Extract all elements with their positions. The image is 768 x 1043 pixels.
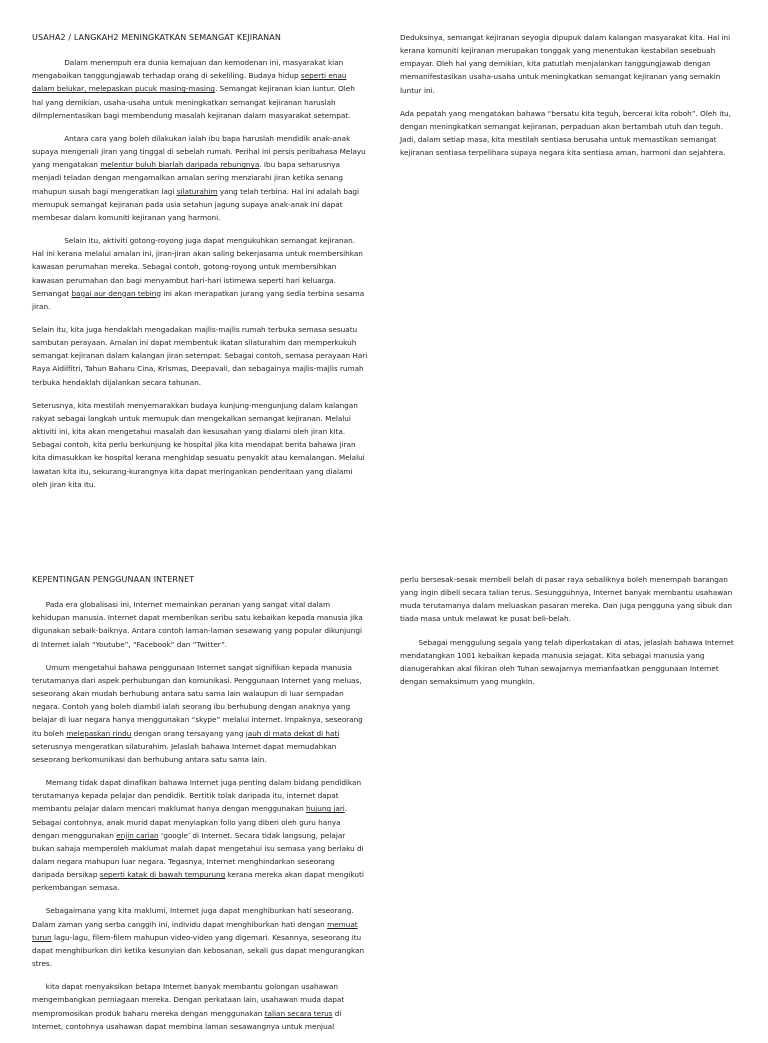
underlined-phrase: hujung jari xyxy=(306,804,345,814)
section1-right-column xyxy=(400,31,736,169)
text-run: yang telah terbina. Hal ini adalah bagi memupuk semangat kejiranan pada usia setahun jagung supaya anak-anak ini dapat membesar dalam komuniti kejiranan yang harmoni. xyxy=(32,186,360,222)
paragraph xyxy=(32,56,368,122)
text-run: ini akan merapatkan jurang yang sedia terbina sesama jiran. xyxy=(32,288,365,311)
section2-title: KEPENTINGAN PENGGUNAAN INTERNET xyxy=(32,575,195,584)
text-run: perlu bersesak-sesak membeli belah di pasar raya sebaliknya boleh menempah barangan yang ingin dibeli secara talian terus. Sesungguhnya, Internet banyak membantu usahawan muda terutamanya dalam meluaskan pasaran mereka. Dan juga pengguna yang sibuk dan tiada masa untuk melawat ke pusat beli-belah. xyxy=(400,575,733,624)
paragraph xyxy=(400,107,736,160)
text-run: . Ibu bapa seharusnya menjadi teladan dengan mengamalkan amalan sering menziarahi jiran ketika senang mahupun susah bagi mengeratkan lagi xyxy=(32,160,343,196)
text-run: Pada era globalisasi ini, Internet memainkan peranan yang sangat vital dalam kehidupan manusia. Internet dapat memberikan seribu satu kebaikan kepada manusia jika digunakan sebaik-baiknya. Antara contoh laman-laman sesawang yang popular dikunjungi di Internet ialah “Youtube”, “Facebook” dan “Twitter”. xyxy=(32,600,363,649)
text-run: seterusnya mengeratkan silaturahim. Jelaslah bahawa Internet dapat memudahkan seseorang berkomunikasi dan berhubung antara satu sama lain. xyxy=(32,741,337,764)
text-run: Sebagaimana yang kita maklumi, Internet juga dapat menghiburkan hati seseorang. Dalam zaman yang serba canggih ini, individu dapat menghiburkan hati dengan xyxy=(32,906,354,929)
paragraph xyxy=(32,323,368,389)
underlined-phrase: melentur buluh biarlah daripada rebungnya xyxy=(100,160,260,170)
text-run: Sebagai menggulung segala yang telah diperkatakan di atas, jelaslah bahawa Internet mendatangkan 1001 kebaikan kepada manusia sejagat. Kita sebagai manusia yang dianugerahkan akal fikiran oleh Tuhan sewajarnya memanfaatkan penggunaan Internet dengan semaksimum yang mungkin. xyxy=(400,637,734,687)
text-run: Selain itu, aktiviti gotong-royong juga dapat mengukuhkan semangat kejiranan. Hal ini kerana melalui amalan ini, jiran-jiran akan saling bekerjasama untuk membersihkan kawasan perumahan mereka. Sebagai contoh, gotong-royong untuk membersihkan kawasan perumahan dan bagi menyambut hari-hari istimewa seperti hari keluarga. Semangat xyxy=(32,236,363,298)
text-run: Dalam menempuh era dunia kemajuan dan kemodenan ini, masyarakat kian mengabaikan tanggungjawab terhadap orang di sekeliling. Budaya hidup xyxy=(32,58,344,81)
text-run: kita dapat menyaksikan betapa Internet banyak membantu golongan usahawan mengembangkan perniagaan mereka. Dengan perkataan lain, usahawan muda dapat mempromosikan produk baharu mereka dengan menggunakan xyxy=(32,982,345,1018)
text-run: Memang tidak dapat dinafikan bahawa Internet juga penting dalam bidang pendidikan terutamanya kepada pelajar dan pendidik. Bertitik tolak daripada itu, internet dapat membantu pelajar dalam mencari maklumat hanya dengan menggunakan xyxy=(32,778,362,814)
text-run: . Sebagai contohnya, anak murid dapat menyiapkan folio yang diberi oleh guru hanya dengan menggunakan xyxy=(32,804,348,840)
section1-left-column xyxy=(32,31,368,501)
underlined-phrase: seperti enau dalam belukar, melepaskan pucuk masing-masing xyxy=(32,71,347,94)
paragraph xyxy=(32,661,368,766)
section2-right-column xyxy=(400,573,736,698)
text-run: Umum mengetahui bahawa penggunaan Internet sangat signifikan kepada manusia terutamanya dari aspek perhubungan dan komunikasi. Penggunaan Internet yang meluas, seseorang akan mudah berhubung antara satu sama lain walaupun di luar sempadan negara. Contoh yang boleh diambil ialah seorang ibu berhubung dengan anaknya yang belajar di luar negara hanya menggunakan “skype” melalui internet. Impaknya, seseorang itu boleh xyxy=(32,662,363,738)
paragraph xyxy=(32,234,368,313)
paragraph xyxy=(400,636,736,689)
paragraph xyxy=(32,132,368,224)
paragraph xyxy=(32,776,368,894)
underlined-phrase: bagai aur dengan tebing xyxy=(71,288,162,298)
underlined-phrase: enjin carian xyxy=(116,830,159,840)
underlined-phrase: talian secara terus xyxy=(264,1008,333,1018)
text-run: Antara cara yang boleh dilakukan ialah ibu bapa haruslah mendidik anak-anak supaya mengenali jiran yang tinggal di sebelah rumah. Perihal ini persis peribahasa Melayu yang mengatakan xyxy=(32,133,366,170)
underlined-phrase: silaturahim xyxy=(176,186,218,196)
text-run: . Semangat kejiranan kian luntur. Oleh hal yang demikian, usaha-usaha untuk meningkatkan semangat kejiranan haruslah dilmplementasikan bagi membendung masalah kejiranan dalam masyarakat setempat. xyxy=(32,84,355,120)
text-run: kerana mereka akan dapat mengikuti perkembangan semasa. xyxy=(32,870,364,893)
section1-title: USAHA2 / LANGKAH2 MENINGKATKAN SEMANGAT KEJIRANAN xyxy=(32,33,281,42)
text-run: ‘google’ di Internet. Secara tidak langsung, pelajar bukan sahaja memperoleh maklumat malah dapat mengetahui isu semasa yang berlaku di dalam negara mahupun luar negara. Tegasnya, Internet menghindarkan seseorang daripada bersikap xyxy=(32,830,364,880)
text-run: dengan orang tersayang yang xyxy=(131,728,246,738)
underlined-phrase: melepaskan rindu xyxy=(66,728,132,738)
underlined-phrase: jauh di mata dekat di hati xyxy=(245,728,340,738)
text-run: Selain itu, kita juga hendaklah mengadakan majlis-majlis rumah terbuka semasa sesuatu sambutan perayaan. Amalan ini dapat membentuk ikatan silaturahim dan memperkukuh semangat kejiranan dalam kalangan jiran setempat. Sebagai contoh, semasa perayaan Hari Raya Aidilfitri, Tahun Baharu Cina, Krismas, Deepavali, dan sebagainya majlis-majlis rumah terbuka hendaklah dijalankan secara tahunan. xyxy=(32,324,368,387)
text-run: lagu-lagu, filem-filem mahupun video-video yang digemari. Kesannya, seseorang itu dapat menghiburkan diri ketika kesunyian dan kebosanan, sekali gus dapat mengurangkan stres. xyxy=(32,932,365,969)
paragraph xyxy=(400,31,736,97)
section2-left-column xyxy=(32,573,368,1043)
section2-right-body xyxy=(400,573,736,688)
paragraph xyxy=(32,399,368,491)
paragraph xyxy=(400,573,736,626)
underlined-phrase: memuat turun xyxy=(32,919,358,942)
section2-left-body xyxy=(32,598,368,1033)
text-run: Deduksinya, semangat kejiranan seyogia dipupuk dalam kalangan masyarakat kita. Hal ini kerana komuniti kejiranan merupakan tonggak yang menentukan kestabilan sesebuah empayar. Oleh hal yang demikian, kita patutlah menjalankan tanggungjawab dengan memanifestasikan usaha-usaha untuk meningkatkan semangat kejiranan yang semakin luntur ini. xyxy=(400,33,731,95)
paragraph xyxy=(32,980,368,1033)
text-run: Ada pepatah yang mengatakan bahawa “bersatu kita teguh, bercerai kita roboh”. Oleh itu, dengan meningkatkan semangat kejiranan, perpaduan akan bertambah utuh dan teguh. Jadi, dalam setiap masa, kita mestilah sentiasa berusaha untuk memastikan semangat kejiranan sentiasa terpelihara supaya negara kita sentiasa aman, harmoni dan sejahtera. xyxy=(400,108,731,158)
text-run: di Internet, contohnya usahawan dapat membina laman sesawangnya untuk menjual xyxy=(32,1008,342,1031)
section1-left-body xyxy=(32,56,368,491)
paragraph xyxy=(32,598,368,651)
paragraph xyxy=(32,904,368,970)
underlined-phrase: seperti katak di bawah tempurung xyxy=(99,870,226,880)
section1-right-body xyxy=(400,31,736,159)
text-run: Seterusnya, kita mestilah menyemarakkan budaya kunjung-mengunjung dalam kalangan rakyat sebagai langkah untuk memupuk dan mengekalkan semangat kejiranan. Melalui aktiviti ini, kita akan mengetahui masalah dan kesusahan yang dialami oleh jiran kita. Sebagai contoh, kita perlu berkunjung ke hospital jika kita mendapat berita bahawa jiran kita dimasukkan ke hospital kerana menghidap sesuatu penyakit atau kemalangan. Melalui lawatan kita itu, sekurang-kurangnya kita dapat meringankan penderitaan yang dialami oleh jiran kita itu. xyxy=(32,400,365,489)
